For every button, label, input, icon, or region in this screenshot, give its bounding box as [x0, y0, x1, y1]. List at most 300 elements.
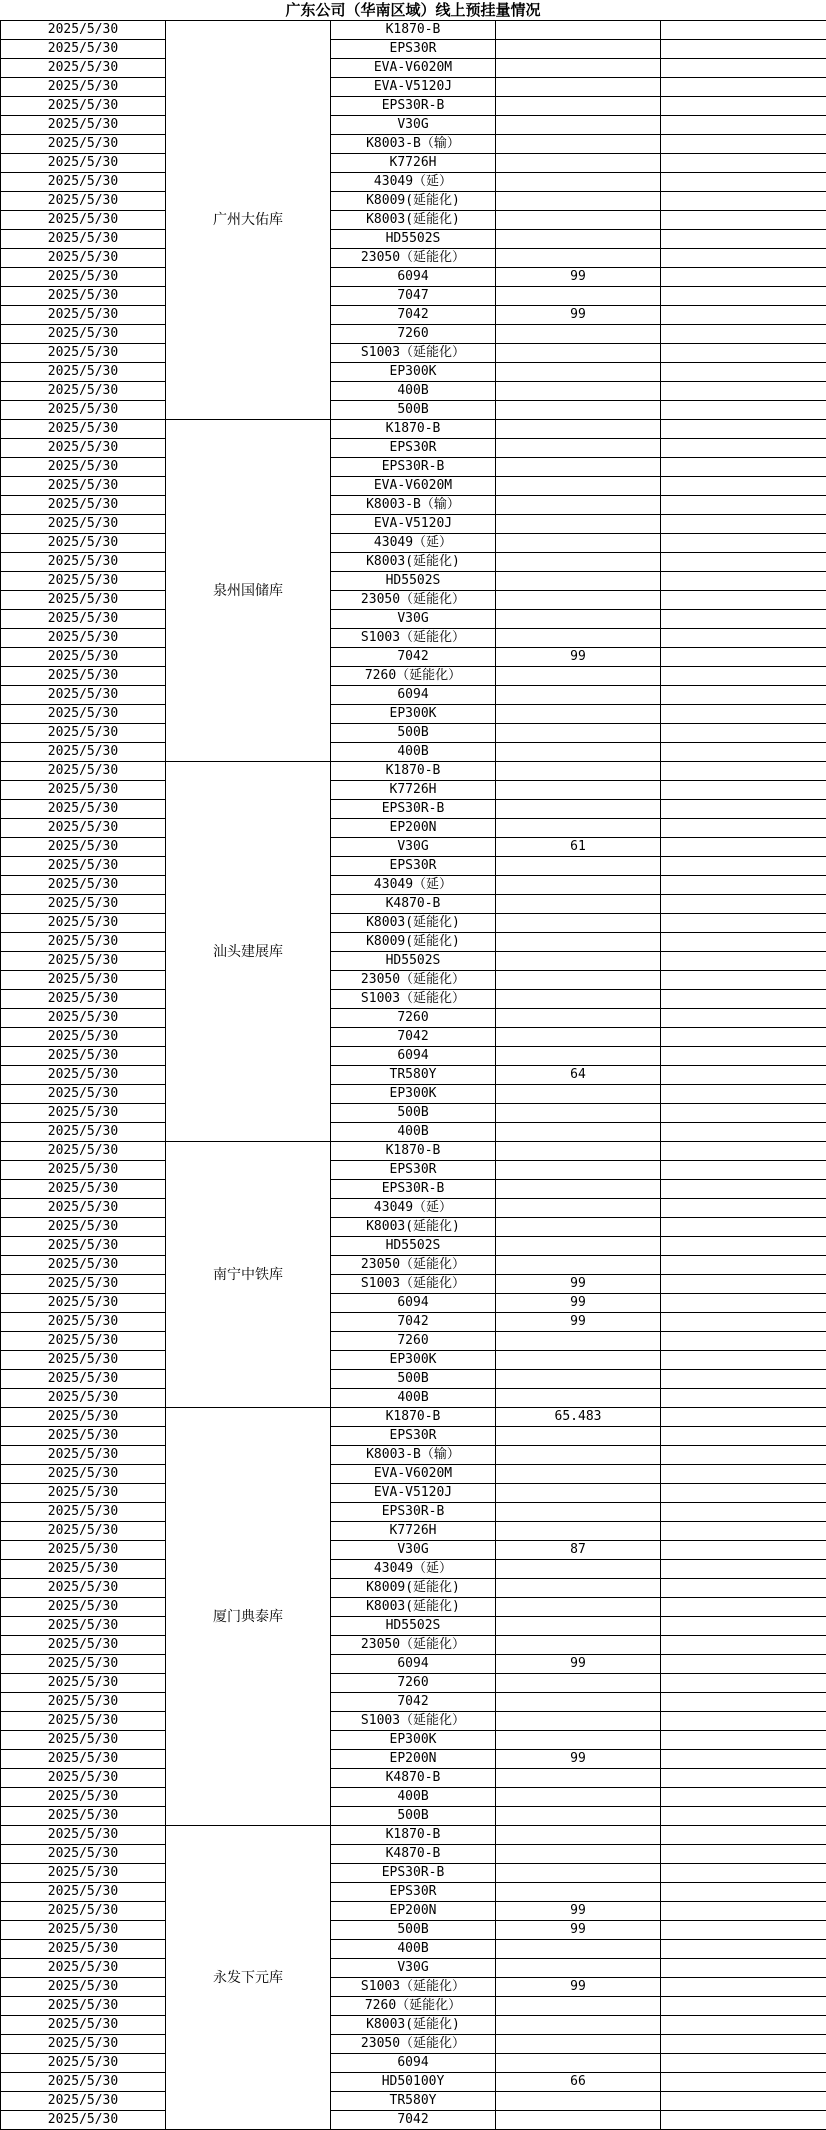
quantity-cell[interactable] — [496, 1807, 661, 1826]
product-cell[interactable]: 7042 — [331, 1693, 496, 1712]
quantity-cell[interactable] — [496, 1959, 661, 1978]
date-cell[interactable]: 2025/5/30 — [1, 40, 166, 59]
quantity-cell[interactable] — [496, 1047, 661, 1066]
product-cell[interactable]: EPS30R-B — [331, 800, 496, 819]
date-cell[interactable]: 2025/5/30 — [1, 1009, 166, 1028]
product-cell[interactable]: S1003（延能化） — [331, 1712, 496, 1731]
date-cell[interactable]: 2025/5/30 — [1, 610, 166, 629]
product-cell[interactable]: 23050（延能化） — [331, 1256, 496, 1275]
quantity-cell[interactable]: 99 — [496, 1978, 661, 1997]
warehouse-cell[interactable]: 泉州国储库 — [166, 420, 331, 762]
quantity-cell[interactable] — [496, 781, 661, 800]
empty-cell[interactable] — [661, 344, 826, 363]
product-cell[interactable]: K8003-B（输） — [331, 1446, 496, 1465]
product-cell[interactable]: V30G — [331, 1959, 496, 1978]
date-cell[interactable]: 2025/5/30 — [1, 857, 166, 876]
date-cell[interactable]: 2025/5/30 — [1, 1655, 166, 1674]
product-cell[interactable]: 7042 — [331, 306, 496, 325]
date-cell[interactable]: 2025/5/30 — [1, 2035, 166, 2054]
empty-cell[interactable] — [661, 553, 826, 572]
warehouse-cell[interactable]: 厦门典泰库 — [166, 1408, 331, 1826]
date-cell[interactable]: 2025/5/30 — [1, 1674, 166, 1693]
quantity-cell[interactable]: 99 — [496, 1902, 661, 1921]
empty-cell[interactable] — [661, 2016, 826, 2035]
product-cell[interactable]: K1870-B — [331, 420, 496, 439]
empty-cell[interactable] — [661, 1085, 826, 1104]
date-cell[interactable]: 2025/5/30 — [1, 1845, 166, 1864]
quantity-cell[interactable] — [496, 1503, 661, 1522]
quantity-cell[interactable] — [496, 2054, 661, 2073]
product-cell[interactable]: K7726H — [331, 154, 496, 173]
quantity-cell[interactable] — [496, 971, 661, 990]
quantity-cell[interactable] — [496, 1465, 661, 1484]
empty-cell[interactable] — [661, 1826, 826, 1845]
empty-cell[interactable] — [661, 78, 826, 97]
date-cell[interactable]: 2025/5/30 — [1, 78, 166, 97]
product-cell[interactable]: S1003（延能化） — [331, 1275, 496, 1294]
date-cell[interactable]: 2025/5/30 — [1, 667, 166, 686]
date-cell[interactable]: 2025/5/30 — [1, 1028, 166, 1047]
quantity-cell[interactable] — [496, 287, 661, 306]
quantity-cell[interactable] — [496, 933, 661, 952]
quantity-cell[interactable] — [496, 154, 661, 173]
quantity-cell[interactable] — [496, 534, 661, 553]
warehouse-cell[interactable]: 广州大佑库 — [166, 21, 331, 420]
empty-cell[interactable] — [661, 762, 826, 781]
date-cell[interactable]: 2025/5/30 — [1, 1161, 166, 1180]
date-cell[interactable]: 2025/5/30 — [1, 363, 166, 382]
empty-cell[interactable] — [661, 1883, 826, 1902]
empty-cell[interactable] — [661, 800, 826, 819]
quantity-cell[interactable] — [496, 173, 661, 192]
date-cell[interactable]: 2025/5/30 — [1, 1294, 166, 1313]
date-cell[interactable]: 2025/5/30 — [1, 1712, 166, 1731]
empty-cell[interactable] — [661, 1579, 826, 1598]
product-cell[interactable]: 6094 — [331, 1655, 496, 1674]
quantity-cell[interactable] — [496, 1028, 661, 1047]
quantity-cell[interactable] — [496, 515, 661, 534]
date-cell[interactable]: 2025/5/30 — [1, 401, 166, 420]
product-cell[interactable]: 6094 — [331, 268, 496, 287]
date-cell[interactable]: 2025/5/30 — [1, 629, 166, 648]
quantity-cell[interactable] — [496, 762, 661, 781]
date-cell[interactable]: 2025/5/30 — [1, 1731, 166, 1750]
date-cell[interactable]: 2025/5/30 — [1, 743, 166, 762]
product-cell[interactable]: 7260（延能化） — [331, 667, 496, 686]
date-cell[interactable]: 2025/5/30 — [1, 1275, 166, 1294]
product-cell[interactable]: K1870-B — [331, 21, 496, 40]
quantity-cell[interactable] — [496, 629, 661, 648]
empty-cell[interactable] — [661, 1636, 826, 1655]
quantity-cell[interactable] — [496, 325, 661, 344]
product-cell[interactable]: EPS30R-B — [331, 1864, 496, 1883]
quantity-cell[interactable]: 65.483 — [496, 1408, 661, 1427]
empty-cell[interactable] — [661, 838, 826, 857]
date-cell[interactable]: 2025/5/30 — [1, 382, 166, 401]
empty-cell[interactable] — [661, 857, 826, 876]
date-cell[interactable]: 2025/5/30 — [1, 2054, 166, 2073]
quantity-cell[interactable] — [496, 743, 661, 762]
empty-cell[interactable] — [661, 1332, 826, 1351]
empty-cell[interactable] — [661, 1218, 826, 1237]
date-cell[interactable]: 2025/5/30 — [1, 1617, 166, 1636]
quantity-cell[interactable] — [496, 1389, 661, 1408]
date-cell[interactable]: 2025/5/30 — [1, 1902, 166, 1921]
product-cell[interactable]: 6094 — [331, 2054, 496, 2073]
date-cell[interactable]: 2025/5/30 — [1, 1123, 166, 1142]
date-cell[interactable]: 2025/5/30 — [1, 1826, 166, 1845]
quantity-cell[interactable] — [496, 40, 661, 59]
empty-cell[interactable] — [661, 743, 826, 762]
quantity-cell[interactable] — [496, 97, 661, 116]
product-cell[interactable]: K1870-B — [331, 762, 496, 781]
date-cell[interactable]: 2025/5/30 — [1, 1921, 166, 1940]
date-cell[interactable]: 2025/5/30 — [1, 1503, 166, 1522]
product-cell[interactable]: EPS30R — [331, 1427, 496, 1446]
product-cell[interactable]: 7042 — [331, 648, 496, 667]
empty-cell[interactable] — [661, 1978, 826, 1997]
product-cell[interactable]: 500B — [331, 1807, 496, 1826]
quantity-cell[interactable] — [496, 895, 661, 914]
product-cell[interactable]: EVA-V6020M — [331, 1465, 496, 1484]
quantity-cell[interactable] — [496, 1560, 661, 1579]
quantity-cell[interactable] — [496, 1579, 661, 1598]
quantity-cell[interactable] — [496, 1351, 661, 1370]
product-cell[interactable]: K1870-B — [331, 1142, 496, 1161]
quantity-cell[interactable] — [496, 116, 661, 135]
quantity-cell[interactable] — [496, 553, 661, 572]
empty-cell[interactable] — [661, 819, 826, 838]
product-cell[interactable]: 23050（延能化） — [331, 2035, 496, 2054]
product-cell[interactable]: K8003(延能化) — [331, 914, 496, 933]
date-cell[interactable]: 2025/5/30 — [1, 1313, 166, 1332]
product-cell[interactable]: 7042 — [331, 2111, 496, 2130]
empty-cell[interactable] — [661, 1066, 826, 1085]
date-cell[interactable]: 2025/5/30 — [1, 1807, 166, 1826]
empty-cell[interactable] — [661, 667, 826, 686]
product-cell[interactable]: 400B — [331, 1389, 496, 1408]
date-cell[interactable]: 2025/5/30 — [1, 420, 166, 439]
product-cell[interactable]: V30G — [331, 838, 496, 857]
date-cell[interactable]: 2025/5/30 — [1, 1636, 166, 1655]
product-cell[interactable]: 400B — [331, 1123, 496, 1142]
product-cell[interactable]: EVA-V5120J — [331, 78, 496, 97]
quantity-cell[interactable]: 87 — [496, 1541, 661, 1560]
product-cell[interactable]: 400B — [331, 382, 496, 401]
date-cell[interactable]: 2025/5/30 — [1, 287, 166, 306]
product-cell[interactable]: EP300K — [331, 705, 496, 724]
date-cell[interactable]: 2025/5/30 — [1, 1142, 166, 1161]
date-cell[interactable]: 2025/5/30 — [1, 1446, 166, 1465]
quantity-cell[interactable] — [496, 1237, 661, 1256]
warehouse-cell[interactable]: 汕头建展库 — [166, 762, 331, 1142]
date-cell[interactable]: 2025/5/30 — [1, 21, 166, 40]
empty-cell[interactable] — [661, 1902, 826, 1921]
empty-cell[interactable] — [661, 1161, 826, 1180]
quantity-cell[interactable] — [496, 21, 661, 40]
date-cell[interactable]: 2025/5/30 — [1, 97, 166, 116]
product-cell[interactable]: K1870-B — [331, 1408, 496, 1427]
product-cell[interactable]: S1003（延能化） — [331, 990, 496, 1009]
empty-cell[interactable] — [661, 686, 826, 705]
empty-cell[interactable] — [661, 610, 826, 629]
date-cell[interactable]: 2025/5/30 — [1, 933, 166, 952]
product-cell[interactable]: 7260（延能化） — [331, 1997, 496, 2016]
product-cell[interactable]: 7260 — [331, 325, 496, 344]
product-cell[interactable]: K8009(延能化) — [331, 933, 496, 952]
empty-cell[interactable] — [661, 1123, 826, 1142]
quantity-cell[interactable] — [496, 572, 661, 591]
date-cell[interactable]: 2025/5/30 — [1, 230, 166, 249]
product-cell[interactable]: V30G — [331, 116, 496, 135]
quantity-cell[interactable] — [496, 1446, 661, 1465]
empty-cell[interactable] — [661, 648, 826, 667]
date-cell[interactable]: 2025/5/30 — [1, 895, 166, 914]
date-cell[interactable]: 2025/5/30 — [1, 1560, 166, 1579]
quantity-cell[interactable] — [496, 363, 661, 382]
date-cell[interactable]: 2025/5/30 — [1, 1332, 166, 1351]
date-cell[interactable]: 2025/5/30 — [1, 1047, 166, 1066]
empty-cell[interactable] — [661, 59, 826, 78]
date-cell[interactable]: 2025/5/30 — [1, 2073, 166, 2092]
date-cell[interactable]: 2025/5/30 — [1, 819, 166, 838]
product-cell[interactable]: HD5502S — [331, 572, 496, 591]
empty-cell[interactable] — [661, 1503, 826, 1522]
empty-cell[interactable] — [661, 1199, 826, 1218]
empty-cell[interactable] — [661, 420, 826, 439]
product-cell[interactable]: 23050（延能化） — [331, 971, 496, 990]
empty-cell[interactable] — [661, 1180, 826, 1199]
quantity-cell[interactable]: 61 — [496, 838, 661, 857]
date-cell[interactable]: 2025/5/30 — [1, 458, 166, 477]
quantity-cell[interactable] — [496, 1104, 661, 1123]
product-cell[interactable]: 500B — [331, 1104, 496, 1123]
product-cell[interactable]: HD5502S — [331, 1237, 496, 1256]
date-cell[interactable]: 2025/5/30 — [1, 572, 166, 591]
quantity-cell[interactable]: 99 — [496, 648, 661, 667]
date-cell[interactable]: 2025/5/30 — [1, 2092, 166, 2111]
date-cell[interactable]: 2025/5/30 — [1, 1959, 166, 1978]
quantity-cell[interactable]: 99 — [496, 268, 661, 287]
warehouse-cell[interactable]: 南宁中铁库 — [166, 1142, 331, 1408]
product-cell[interactable]: EPS30R-B — [331, 458, 496, 477]
date-cell[interactable]: 2025/5/30 — [1, 1788, 166, 1807]
empty-cell[interactable] — [661, 1465, 826, 1484]
date-cell[interactable]: 2025/5/30 — [1, 211, 166, 230]
quantity-cell[interactable] — [496, 477, 661, 496]
date-cell[interactable]: 2025/5/30 — [1, 1180, 166, 1199]
quantity-cell[interactable] — [496, 686, 661, 705]
quantity-cell[interactable] — [496, 724, 661, 743]
product-cell[interactable]: EVA-V5120J — [331, 515, 496, 534]
quantity-cell[interactable] — [496, 2016, 661, 2035]
date-cell[interactable]: 2025/5/30 — [1, 1769, 166, 1788]
date-cell[interactable]: 2025/5/30 — [1, 1750, 166, 1769]
quantity-cell[interactable] — [496, 1199, 661, 1218]
date-cell[interactable]: 2025/5/30 — [1, 496, 166, 515]
product-cell[interactable]: 43049（延） — [331, 1199, 496, 1218]
quantity-cell[interactable] — [496, 1674, 661, 1693]
empty-cell[interactable] — [661, 2092, 826, 2111]
quantity-cell[interactable] — [496, 2111, 661, 2130]
date-cell[interactable]: 2025/5/30 — [1, 1997, 166, 2016]
empty-cell[interactable] — [661, 2111, 826, 2130]
empty-cell[interactable] — [661, 21, 826, 40]
product-cell[interactable]: EPS30R — [331, 857, 496, 876]
quantity-cell[interactable] — [496, 857, 661, 876]
date-cell[interactable]: 2025/5/30 — [1, 876, 166, 895]
product-cell[interactable]: EVA-V6020M — [331, 477, 496, 496]
quantity-cell[interactable] — [496, 914, 661, 933]
date-cell[interactable]: 2025/5/30 — [1, 1085, 166, 1104]
date-cell[interactable]: 2025/5/30 — [1, 762, 166, 781]
product-cell[interactable]: 400B — [331, 1788, 496, 1807]
quantity-cell[interactable] — [496, 1712, 661, 1731]
empty-cell[interactable] — [661, 97, 826, 116]
quantity-cell[interactable]: 99 — [496, 1750, 661, 1769]
empty-cell[interactable] — [661, 933, 826, 952]
quantity-cell[interactable] — [496, 705, 661, 724]
empty-cell[interactable] — [661, 1997, 826, 2016]
product-cell[interactable]: EP300K — [331, 1351, 496, 1370]
product-cell[interactable]: EPS30R-B — [331, 97, 496, 116]
date-cell[interactable]: 2025/5/30 — [1, 1256, 166, 1275]
empty-cell[interactable] — [661, 705, 826, 724]
quantity-cell[interactable] — [496, 439, 661, 458]
empty-cell[interactable] — [661, 1845, 826, 1864]
date-cell[interactable]: 2025/5/30 — [1, 838, 166, 857]
product-cell[interactable]: 43049（延） — [331, 173, 496, 192]
empty-cell[interactable] — [661, 325, 826, 344]
product-cell[interactable]: 6094 — [331, 1294, 496, 1313]
product-cell[interactable]: HD5502S — [331, 230, 496, 249]
quantity-cell[interactable] — [496, 1864, 661, 1883]
empty-cell[interactable] — [661, 1256, 826, 1275]
quantity-cell[interactable] — [496, 458, 661, 477]
product-cell[interactable]: 500B — [331, 1370, 496, 1389]
product-cell[interactable]: 500B — [331, 401, 496, 420]
empty-cell[interactable] — [661, 629, 826, 648]
quantity-cell[interactable] — [496, 1845, 661, 1864]
quantity-cell[interactable] — [496, 1826, 661, 1845]
date-cell[interactable]: 2025/5/30 — [1, 1940, 166, 1959]
empty-cell[interactable] — [661, 287, 826, 306]
quantity-cell[interactable] — [496, 420, 661, 439]
product-cell[interactable]: EP300K — [331, 363, 496, 382]
empty-cell[interactable] — [661, 1769, 826, 1788]
product-cell[interactable]: EPS30R — [331, 40, 496, 59]
product-cell[interactable]: K7726H — [331, 781, 496, 800]
quantity-cell[interactable]: 99 — [496, 1275, 661, 1294]
date-cell[interactable]: 2025/5/30 — [1, 116, 166, 135]
date-cell[interactable]: 2025/5/30 — [1, 1408, 166, 1427]
product-cell[interactable]: K8003(延能化) — [331, 1598, 496, 1617]
empty-cell[interactable] — [661, 1370, 826, 1389]
product-cell[interactable]: HD50100Y — [331, 2073, 496, 2092]
quantity-cell[interactable] — [496, 1123, 661, 1142]
empty-cell[interactable] — [661, 1674, 826, 1693]
date-cell[interactable]: 2025/5/30 — [1, 553, 166, 572]
quantity-cell[interactable] — [496, 1009, 661, 1028]
empty-cell[interactable] — [661, 591, 826, 610]
quantity-cell[interactable] — [496, 1522, 661, 1541]
quantity-cell[interactable] — [496, 591, 661, 610]
product-cell[interactable]: EP300K — [331, 1731, 496, 1750]
product-cell[interactable]: K8009(延能化) — [331, 192, 496, 211]
empty-cell[interactable] — [661, 1009, 826, 1028]
empty-cell[interactable] — [661, 1712, 826, 1731]
quantity-cell[interactable]: 99 — [496, 1294, 661, 1313]
empty-cell[interactable] — [661, 572, 826, 591]
product-cell[interactable]: K8009(延能化) — [331, 1579, 496, 1598]
quantity-cell[interactable] — [496, 1769, 661, 1788]
product-cell[interactable]: K8003(延能化) — [331, 2016, 496, 2035]
date-cell[interactable]: 2025/5/30 — [1, 1579, 166, 1598]
product-cell[interactable]: K8003(延能化) — [331, 1218, 496, 1237]
empty-cell[interactable] — [661, 876, 826, 895]
quantity-cell[interactable] — [496, 59, 661, 78]
quantity-cell[interactable] — [496, 1484, 661, 1503]
date-cell[interactable]: 2025/5/30 — [1, 990, 166, 1009]
quantity-cell[interactable] — [496, 667, 661, 686]
product-cell[interactable]: K8003(延能化) — [331, 211, 496, 230]
empty-cell[interactable] — [661, 1940, 826, 1959]
date-cell[interactable]: 2025/5/30 — [1, 344, 166, 363]
date-cell[interactable]: 2025/5/30 — [1, 781, 166, 800]
quantity-cell[interactable] — [496, 1788, 661, 1807]
empty-cell[interactable] — [661, 192, 826, 211]
product-cell[interactable]: K4870-B — [331, 895, 496, 914]
product-cell[interactable]: EVA-V6020M — [331, 59, 496, 78]
date-cell[interactable]: 2025/5/30 — [1, 439, 166, 458]
empty-cell[interactable] — [661, 1788, 826, 1807]
empty-cell[interactable] — [661, 1275, 826, 1294]
date-cell[interactable]: 2025/5/30 — [1, 686, 166, 705]
product-cell[interactable]: S1003（延能化） — [331, 629, 496, 648]
date-cell[interactable]: 2025/5/30 — [1, 192, 166, 211]
product-cell[interactable]: EVA-V5120J — [331, 1484, 496, 1503]
empty-cell[interactable] — [661, 2035, 826, 2054]
date-cell[interactable]: 2025/5/30 — [1, 325, 166, 344]
empty-cell[interactable] — [661, 1921, 826, 1940]
date-cell[interactable]: 2025/5/30 — [1, 648, 166, 667]
empty-cell[interactable] — [661, 1693, 826, 1712]
date-cell[interactable]: 2025/5/30 — [1, 1522, 166, 1541]
date-cell[interactable]: 2025/5/30 — [1, 1883, 166, 1902]
empty-cell[interactable] — [661, 1028, 826, 1047]
empty-cell[interactable] — [661, 1047, 826, 1066]
product-cell[interactable]: EP200N — [331, 1750, 496, 1769]
empty-cell[interactable] — [661, 1807, 826, 1826]
quantity-cell[interactable]: 99 — [496, 1313, 661, 1332]
quantity-cell[interactable]: 66 — [496, 2073, 661, 2092]
date-cell[interactable]: 2025/5/30 — [1, 59, 166, 78]
quantity-cell[interactable] — [496, 1636, 661, 1655]
quantity-cell[interactable] — [496, 1598, 661, 1617]
quantity-cell[interactable] — [496, 800, 661, 819]
product-cell[interactable]: EP200N — [331, 819, 496, 838]
quantity-cell[interactable] — [496, 249, 661, 268]
empty-cell[interactable] — [661, 458, 826, 477]
date-cell[interactable]: 2025/5/30 — [1, 1427, 166, 1446]
empty-cell[interactable] — [661, 496, 826, 515]
date-cell[interactable]: 2025/5/30 — [1, 135, 166, 154]
date-cell[interactable]: 2025/5/30 — [1, 1541, 166, 1560]
product-cell[interactable]: V30G — [331, 610, 496, 629]
quantity-cell[interactable] — [496, 1940, 661, 1959]
empty-cell[interactable] — [661, 1731, 826, 1750]
date-cell[interactable]: 2025/5/30 — [1, 1484, 166, 1503]
